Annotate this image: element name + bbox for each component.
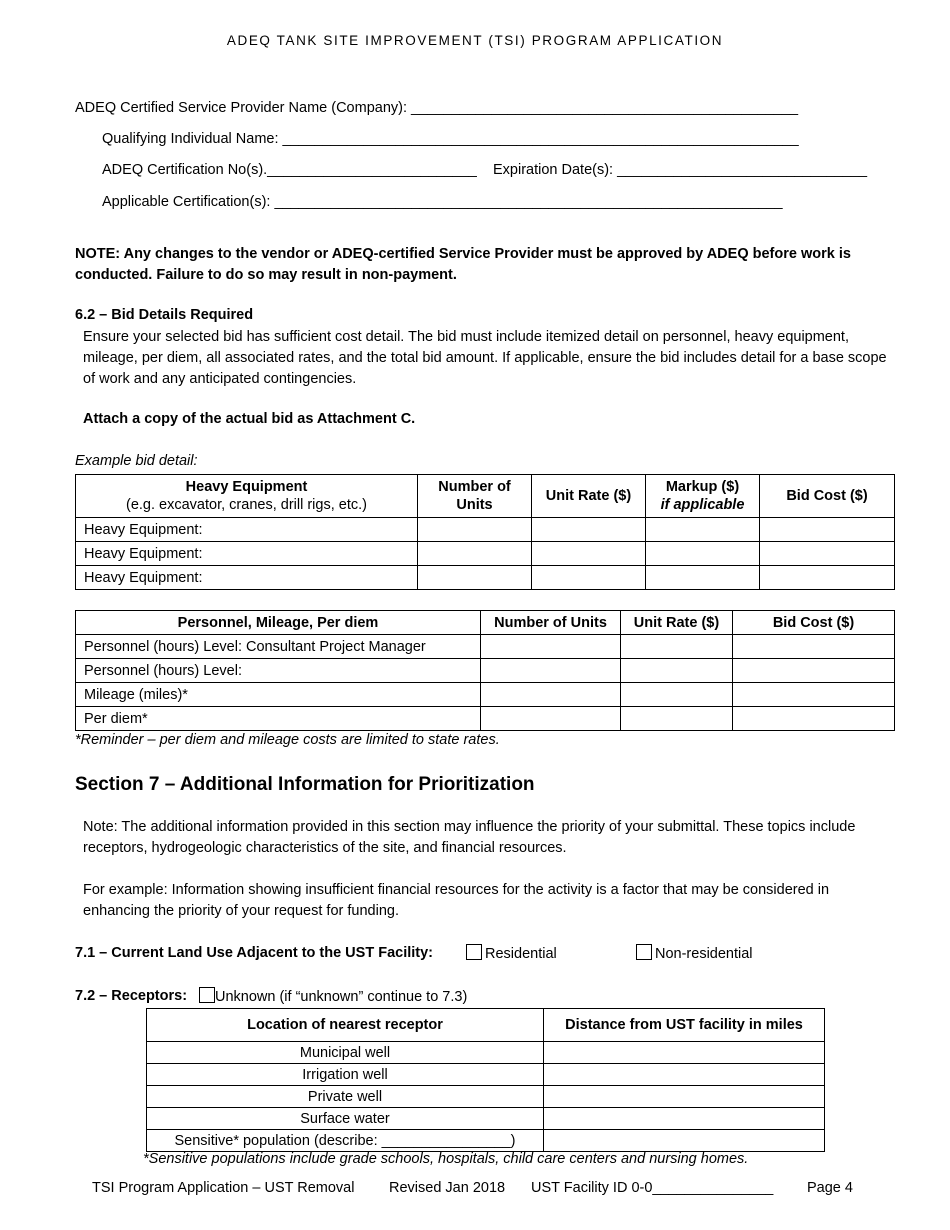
land-use-label: 7.1 – Current Land Use Adjacent to the UST Facility: [75,945,434,961]
unknown-option[interactable] [199,987,467,1005]
residential-option[interactable] [466,944,557,962]
table-row [76,635,895,659]
units-cell[interactable] [418,518,532,542]
table-row [76,518,895,542]
receptor-label: Irrigation well [147,1064,544,1086]
section-7-note: Note: The additional information provided in this section may influence the priority of your submittal. These topics include receptors, hydrogeologic characteristics of the site, and financial resources. [83,819,856,856]
table-row [147,1064,825,1086]
receptor-label: Municipal well [147,1042,544,1064]
distance-cell[interactable] [544,1042,825,1064]
table-row [147,1108,825,1130]
page-header: ADEQ TANK SITE IMPROVEMENT (TSI) PROGRAM APPLICATION [226,33,724,48]
units-cell[interactable] [418,542,532,566]
table-row [147,1086,825,1108]
personnel-table [75,610,895,731]
receptor-label: Private well [147,1086,544,1108]
markup-cell[interactable] [646,542,760,566]
receptor-label: Sensitive* population (describe: ________________) [147,1130,544,1152]
receptor-label: Surface water [147,1108,544,1130]
table-row [76,683,895,707]
rate-cell[interactable] [621,707,733,731]
footer-page-number: Page 4 [807,1180,853,1196]
footer-program: TSI Program Application – UST Removal [92,1180,355,1196]
distance-cell[interactable] [544,1108,825,1130]
heavy-equipment-table [75,474,895,590]
table-row [76,659,895,683]
bid-details-body: Ensure your selected bid has sufficient cost detail. The bid must include itemized detail on personnel, heavy equipment, mileage, per diem, all associated rates, and the total bid amount. If applicable, ensure the bid includes detail for a base scope of work and any anticipated contingencies. [83,329,887,387]
header-number-of-units [418,475,532,518]
distance-cell[interactable] [544,1130,825,1152]
rate-cell[interactable] [532,566,646,590]
rate-cell[interactable] [621,683,733,707]
units-cell[interactable] [418,566,532,590]
receptor-table [146,1008,825,1152]
table-row [147,1130,825,1152]
header-location: Location of nearest receptor [147,1009,544,1042]
unknown-label: Unknown (if “unknown” continue to 7.3) [215,989,468,1005]
bid-details-heading: 6.2 – Bid Details Required [75,307,254,323]
personnel-label: Mileage (miles)* [76,683,481,707]
example-bid-label: Example bid detail: [75,453,198,469]
cost-cell[interactable] [760,518,895,542]
non-residential-option[interactable] [636,944,753,962]
sensitive-population-footnote: *Sensitive populations include grade schools, hospitals, child care centers and nursing homes. [143,1151,749,1167]
provider-company-field[interactable]: ADEQ Certified Service Provider Name (Company): ________________________________________________ [75,100,799,116]
header-number-of-units: Number of Units [481,611,621,635]
header-markup-line2: if applicable [660,497,745,513]
header-distance: Distance from UST facility in miles [544,1009,825,1042]
units-cell[interactable] [481,707,621,731]
heavy-equipment-subtitle: (e.g. excavator, cranes, drill rigs, etc.) [126,497,367,513]
receptors-label: 7.2 – Receptors: [75,988,188,1004]
section-7-example: For example: Information showing insufficient financial resources for the activity is a factor that may be considered in enhancing the priority of your request for funding. [83,882,830,919]
residential-label: Residential [485,946,557,962]
table-header-row [76,475,895,518]
cost-cell[interactable] [733,635,895,659]
applicable-certification-field[interactable]: Applicable Certification(s): _______________________________________________________________ [102,194,783,210]
cost-cell[interactable] [760,566,895,590]
rate-cell[interactable] [532,518,646,542]
units-cell[interactable] [481,635,621,659]
header-heavy-equipment [76,475,418,518]
unknown-checkbox[interactable] [199,987,215,1003]
personnel-label: Per diem* [76,707,481,731]
table-row [76,707,895,731]
header-unit-rate: Unit Rate ($) [621,611,733,635]
markup-cell[interactable] [646,566,760,590]
header-personnel: Personnel, Mileage, Per diem [76,611,481,635]
qualifying-individual-field[interactable]: Qualifying Individual Name: ________________________________________________________________ [102,131,799,147]
residential-checkbox[interactable] [466,944,482,960]
equipment-label: Heavy Equipment: [76,542,418,566]
header-markup-line1: Markup ($) [665,479,740,495]
table-row [147,1042,825,1064]
footer-revised: Revised Jan 2018 [389,1180,506,1196]
expiration-date-field[interactable]: Expiration Date(s): _______________________________ [493,162,868,178]
header-number-of-units-line2: Units [456,497,493,513]
cost-cell[interactable] [760,542,895,566]
personnel-label: Personnel (hours) Level: Consultant Project Manager [76,635,481,659]
rate-cell[interactable] [621,635,733,659]
table-row [76,542,895,566]
header-bid-cost: Bid Cost ($) [733,611,895,635]
cost-cell[interactable] [733,707,895,731]
distance-cell[interactable] [544,1064,825,1086]
distance-cell[interactable] [544,1086,825,1108]
footer-facility-id[interactable]: UST Facility ID 0-0_______________ [531,1180,774,1196]
cost-cell[interactable] [733,659,895,683]
vendor-change-note: NOTE: Any changes to the vendor or ADEQ-certified Service Provider must be approved by ADEQ before work is conducted. Failure to do so may result in non-payment. [75,246,851,283]
cost-cell[interactable] [733,683,895,707]
non-residential-label: Non-residential [655,946,753,962]
rate-cell[interactable] [621,659,733,683]
table-header-row [76,611,895,635]
heavy-equipment-title: Heavy Equipment [185,479,308,495]
markup-cell[interactable] [646,518,760,542]
attachment-instruction: Attach a copy of the actual bid as Attachment C. [83,411,416,427]
rates-reminder: *Reminder – per diem and mileage costs are limited to state rates. [75,732,500,748]
table-row [76,566,895,590]
header-number-of-units-line1: Number of [438,479,511,495]
personnel-label: Personnel (hours) Level: [76,659,481,683]
certification-number-field[interactable]: ADEQ Certification No(s).__________________________ [102,162,477,178]
non-residential-checkbox[interactable] [636,944,652,960]
units-cell[interactable] [481,683,621,707]
header-unit-rate: Unit Rate ($) [532,475,646,518]
header-bid-cost: Bid Cost ($) [760,475,895,518]
units-cell[interactable] [481,659,621,683]
rate-cell[interactable] [532,542,646,566]
section-7-title: Section 7 – Additional Information for Prioritization [75,774,535,795]
table-header-row [147,1009,825,1042]
header-markup [646,475,760,518]
equipment-label: Heavy Equipment: [76,518,418,542]
equipment-label: Heavy Equipment: [76,566,418,590]
